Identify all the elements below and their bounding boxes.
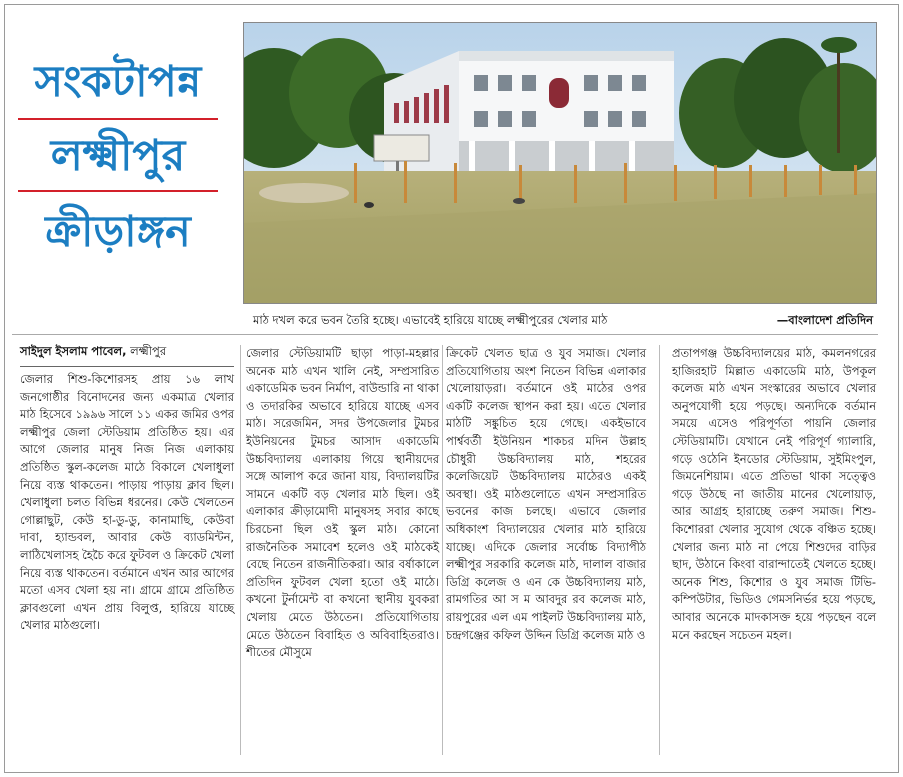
reporter-location: লক্ষ্মীপুর <box>130 344 167 358</box>
column-rule <box>442 345 443 755</box>
stadium-building-photo <box>244 23 877 304</box>
headline-line-3: ক্রীড়াঙ্গন <box>45 207 191 257</box>
article-column-2 <box>246 345 439 662</box>
article-text: জেলার শিশু-কিশোরসহ প্রায় ১৬ লাখ জনগোষ্ঠীর বিনোদনের জন্য একমাত্র খেলার মাঠ হিসেবে ১৯৯৬ সালে ১১ একর জমির ওপর লক্ষ্মীপুর জেলা স্টেডিয়াম প্রতিষ্ঠিত হয়। এর আগে জেলার মানুষ নিজ নিজ এলাকায় প্রতিষ্ঠিত স্কুল-কলেজ মাঠে বিকালে খেলাধুলা নিয়ে ব্যস্ত থাকতেন। পাড়ায় পাড়ায় ক্লাব ছিল। খেলাধুলা চলত বিভিন্ন ধরনের। কেউ খেলতেন গোল্লাছুট, কেউ হা-ডু-ডু, কানামাছি, কেউবা দাবা, হ্যান্ডবল, আবার কেউ ব্যাডমিন্টন, লাঠিখেলাসহ হৈচৈ করে ফুটবল ও ক্রিকেট খেলা নিয়ে ব্যস্ত থাকতেন। বর্তমানে এখন আর আগের মতো এসব খেলা হয় না। গ্রামে গ্রামে প্রতিষ্ঠিত ক্লাবগুলো এখন প্রায় বিলুপ্ত, হারিয়ে যাচ্ছে খেলার মাঠগুলো। <box>20 372 234 633</box>
article-text: জেলার স্টেডিয়ামটি ছাড়া পাড়া-মহল্লার অনেক মাঠ এখন খালি নেই, সম্প্রসারিত একাডেমিক ভবন নির্মাণ, বাউন্ডারি না থাকা ও তদারকির অভাবে হারিয়ে যাচ্ছে এসব মাঠ। সরেজমিন, সদর উপজেলার টুমচর ইউনিয়নের টুমচর আসাদ একাডেমি উচ্চবিদ্যালয় এলাকায় গিয়ে স্থানীয়দের সঙ্গে আলাপ করে জানা যায়, বিদ্যালয়টির সামনে একটি বড় খেলার মাঠ ছিল। ওই এলাকার ক্রীড়ামোদী মানুষসহ সবার কাছে চিরচেনা ছিল ওই স্কুল মাঠ। কোনো রাজনৈতিক সমাবেশ হলেও ওই মাঠকেই বেছে নিতেন রাজনীতিকরা। আর বর্ষাকালে প্রতিদিন ফুটবল খেলা হতো ওই মাঠে। কখনো টুর্নামেন্ট বা কখনো স্থানীয় যুবকরা খেলায় মেতে উঠতেন। প্রতিযোগিতায় মেতে উঠতেন বিবাহিত ও অবিবাহিতরাও। শীতের মৌসুমে <box>246 346 439 660</box>
photo-caption <box>243 309 877 331</box>
column-rule <box>240 345 241 755</box>
article-text: ক্রিকেট খেলত ছাত্র ও যুব সমাজ। খেলার প্রতিযোগিতায় অংশ নিতেন বিভিন্ন এলাকার খেলোয়াড়রা। বর্তমানে ওই মাঠের ওপর একটি কলেজ স্থাপন করা হয়। এতে খেলার মাঠটি সঙ্কুচিত হয়ে গেছে। একইভাবে পার্শ্ববর্তী ইউনিয়ন শাকচর মদিন উল্লাহ চৌধুরী উচ্চবিদ্যালয় মাঠ, শহরের কলেজিয়েট উচ্চবিদ্যালয় মাঠেরও একই অবস্থা। ওই মাঠগুলোতে এখন সম্প্রসারিত ভবনের কাজ চলছে। এভাবে জেলার অধিকাংশ বিদ্যালয়ের খেলার মাঠ হারিয়ে যাচ্ছে। এদিকে জেলার সর্বোচ্চ বিদ্যাপীঠ লক্ষ্মীপুর সরকারি কলেজ মাঠ, দালাল বাজার ডিগ্রি কলেজ ও এন কে উচ্চবিদ্যালয় মাঠ, রামগতির আ স ম আবদুর রব কলেজ মাঠ, রায়পুরের এল এম পাইলট উচ্চবিদ্যালয় মাঠ, চন্দ্রগঞ্জের কফিল উদ্দিন ডিগ্রি কলেজ মাঠ ও <box>446 346 646 642</box>
byline-rule <box>20 366 234 367</box>
article-column-3 <box>446 345 646 644</box>
byline <box>20 340 236 362</box>
headline-line-1: সংকটাপন্ন <box>34 57 202 107</box>
caption-text: মাঠ দখল করে ভবন তৈরি হচ্ছে। এভাবেই হারিয়ে যাচ্ছে লক্ষ্মীপুরের খেলার মাঠ <box>253 313 608 327</box>
article-text: প্রতাপগঞ্জ উচ্চবিদ্যালয়ের মাঠ, কমলনগরের হাজিরহাট মিল্লাত একাডেমি মাঠ, উপকূল কলেজ মাঠ এখন সংস্কারের অভাবে খেলার অনুপযোগী হয়ে পড়ছে। অন্যদিকে বর্তমান সময়ে এসেও পরিপূর্ণতা পায়নি জেলার স্টেডিয়ামটি। যেখানে নেই পরিপূর্ণ গ্যালারি, গড়ে ওঠেনি ইনডোর স্টেডিয়াম, সুইমিংপুল, জিমনেশিয়াম। এতে প্রতিভা থাকা সত্ত্বেও গড়ে উঠছে না জাতীয় মানের খেলোয়াড়, আর আগ্রহ হারাচ্ছে তরুণ সমাজ। শিশু-কিশোররা খেলার সুযোগ থেকে বঞ্চিত হচ্ছে। খেলার জন্য মাঠ না পেয়ে শিশুদের বাড়ির ছাদ, উঠানে কিংবা বারান্দাতেই খেলতে হচ্ছে। অনেক শিশু, কিশোর ও যুব সমাজ টিভি-কম্পিউটার, ভিডিও গেমসনির্ভর হয়ে পড়ছে, আবার অনেকে মাদকাসক্ত হয়ে পড়ছেন বলে মনে করছেন সচেতন মহল। <box>672 346 876 642</box>
headline-block <box>12 50 224 262</box>
article-column-1 <box>20 371 234 635</box>
column-rule <box>659 345 660 755</box>
news-photo <box>243 22 877 304</box>
headline-divider <box>18 118 218 120</box>
headline-line-2: লক্ষ্মীপুর <box>50 131 186 181</box>
article-column-4 <box>672 345 876 644</box>
photo-credit: —বাংলাদেশ প্রতিদিন <box>776 313 873 327</box>
section-divider <box>12 334 878 335</box>
headline-divider <box>18 190 218 192</box>
reporter-name: সাইদুল ইসলাম পাবেল, <box>20 344 127 358</box>
